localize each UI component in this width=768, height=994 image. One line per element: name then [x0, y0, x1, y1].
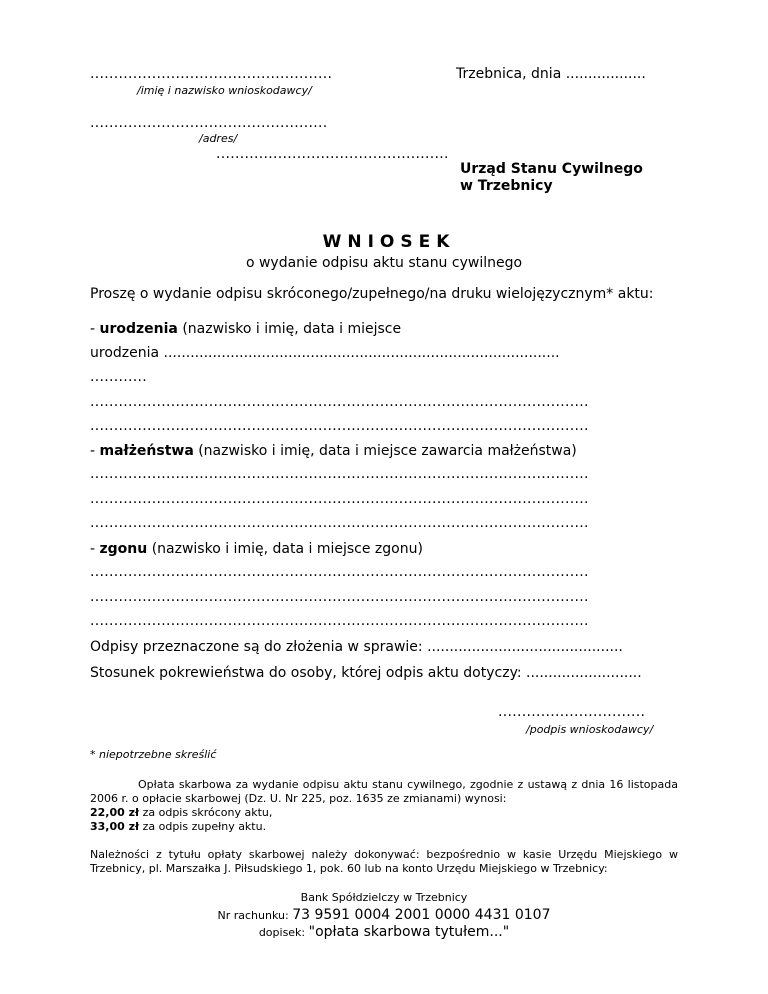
- transfer-note: [0, 921, 768, 940]
- birth-section-heading: [90, 321, 401, 337]
- note-label: dopisek:: [258, 926, 309, 939]
- birth-line-3: ............: [90, 369, 148, 385]
- death-keyword: zgonu: [99, 541, 148, 557]
- death-prefix: -: [90, 541, 100, 557]
- fee-short: [90, 806, 272, 819]
- document-title: WNIOSEK: [322, 232, 456, 252]
- place-date: Trzebnica, dnia ..................: [456, 66, 646, 82]
- address-field-2: .................................................: [216, 146, 449, 162]
- birth-prefix: -: [90, 321, 100, 337]
- document-subtitle: o wydanie odpisu aktu stanu cywilnego: [245, 255, 523, 271]
- death-line-1: .........................................................................................................: [90, 564, 589, 580]
- death-section-heading: [90, 541, 423, 557]
- fee-full-amount: 33,00 zł: [90, 820, 140, 833]
- note-value: "opłata skarbowa tytułem...": [308, 924, 510, 940]
- applicant-name-field: ...................................................: [90, 66, 333, 82]
- marriage-keyword: małżeństwa: [99, 443, 194, 459]
- address-field: ..................................................: [90, 115, 328, 131]
- request-text: Proszę o wydanie odpisu skróconego/zupełnego/na druku wielojęzycznym* aktu:: [90, 286, 654, 302]
- marriage-line-2: .........................................................................................................: [90, 491, 589, 507]
- marriage-line-3: .........................................................................................................: [90, 515, 589, 531]
- footnote: * niepotrzebne skreślić: [90, 748, 217, 761]
- address-caption: /adres/: [199, 132, 238, 145]
- death-line-2: .........................................................................................................: [90, 589, 589, 605]
- marriage-prefix: -: [90, 443, 100, 459]
- death-line-3: .........................................................................................................: [90, 613, 589, 629]
- marriage-line-1: .........................................................................................................: [90, 466, 589, 482]
- fee-short-text: za odpis skrócony aktu,: [139, 806, 273, 819]
- payment-paragraph: Należności z tytułu opłaty skarbowej należy dokonywać: bezpośrednio w kasie Urzędu Miejskiego w Trzebnicy, pl. Marszałka J. Piłsudskiego 1, pok. 60 lub na konto Urzędu Miejskiego w Trzebnicy:: [90, 848, 678, 875]
- account-number: 73 9591 0004 2001 0000 4431 0107: [292, 907, 551, 923]
- fee-full: [90, 820, 266, 833]
- birth-keyword: urodzenia: [99, 321, 178, 337]
- marriage-details: (nazwisko i imię, data i miejsce zawarcia małżeństwa): [193, 443, 577, 459]
- office-name-line1: Urząd Stanu Cywilnego: [460, 161, 643, 177]
- signature-caption: /podpis wnioskodawcy/: [526, 723, 654, 736]
- fee-paragraph: Opłata skarbowa za wydanie odpisu aktu stanu cywilnego, zgodnie z ustawą z dnia 16 listopada 2006 r. o opłacie skarbowej (Dz. U. Nr 225, poz. 1635 ze zmianami) wynosi:: [90, 778, 678, 805]
- birth-line-4: .........................................................................................................: [90, 394, 589, 410]
- birth-line-5: .........................................................................................................: [90, 418, 589, 434]
- office-name-line2: w Trzebnicy: [460, 178, 553, 194]
- marriage-section-heading: [90, 443, 577, 459]
- bank-name: Bank Spółdzielczy w Trzebnicy: [300, 891, 468, 904]
- birth-details: (nazwisko i imię, data i miejsce: [177, 321, 402, 337]
- fee-full-text: za odpis zupełny aktu.: [139, 820, 267, 833]
- fee-short-amount: 22,00 zł: [90, 806, 140, 819]
- applicant-name-caption: /imię i nazwisko wnioskodawcy/: [137, 84, 312, 97]
- signature-field: ...............................: [498, 704, 646, 720]
- account-label: Nr rachunku:: [217, 909, 293, 922]
- death-details: (nazwisko i imię, data i miejsce zgonu): [147, 541, 423, 557]
- birth-line-2: urodzenia .........................................................................................: [90, 345, 560, 361]
- purpose-line: Odpisy przeznaczone są do złożenia w sprawie: ............................................: [90, 639, 623, 655]
- relationship-line: Stosunek pokrewieństwa do osoby, której odpis aktu dotyczy: ..........................: [90, 665, 642, 681]
